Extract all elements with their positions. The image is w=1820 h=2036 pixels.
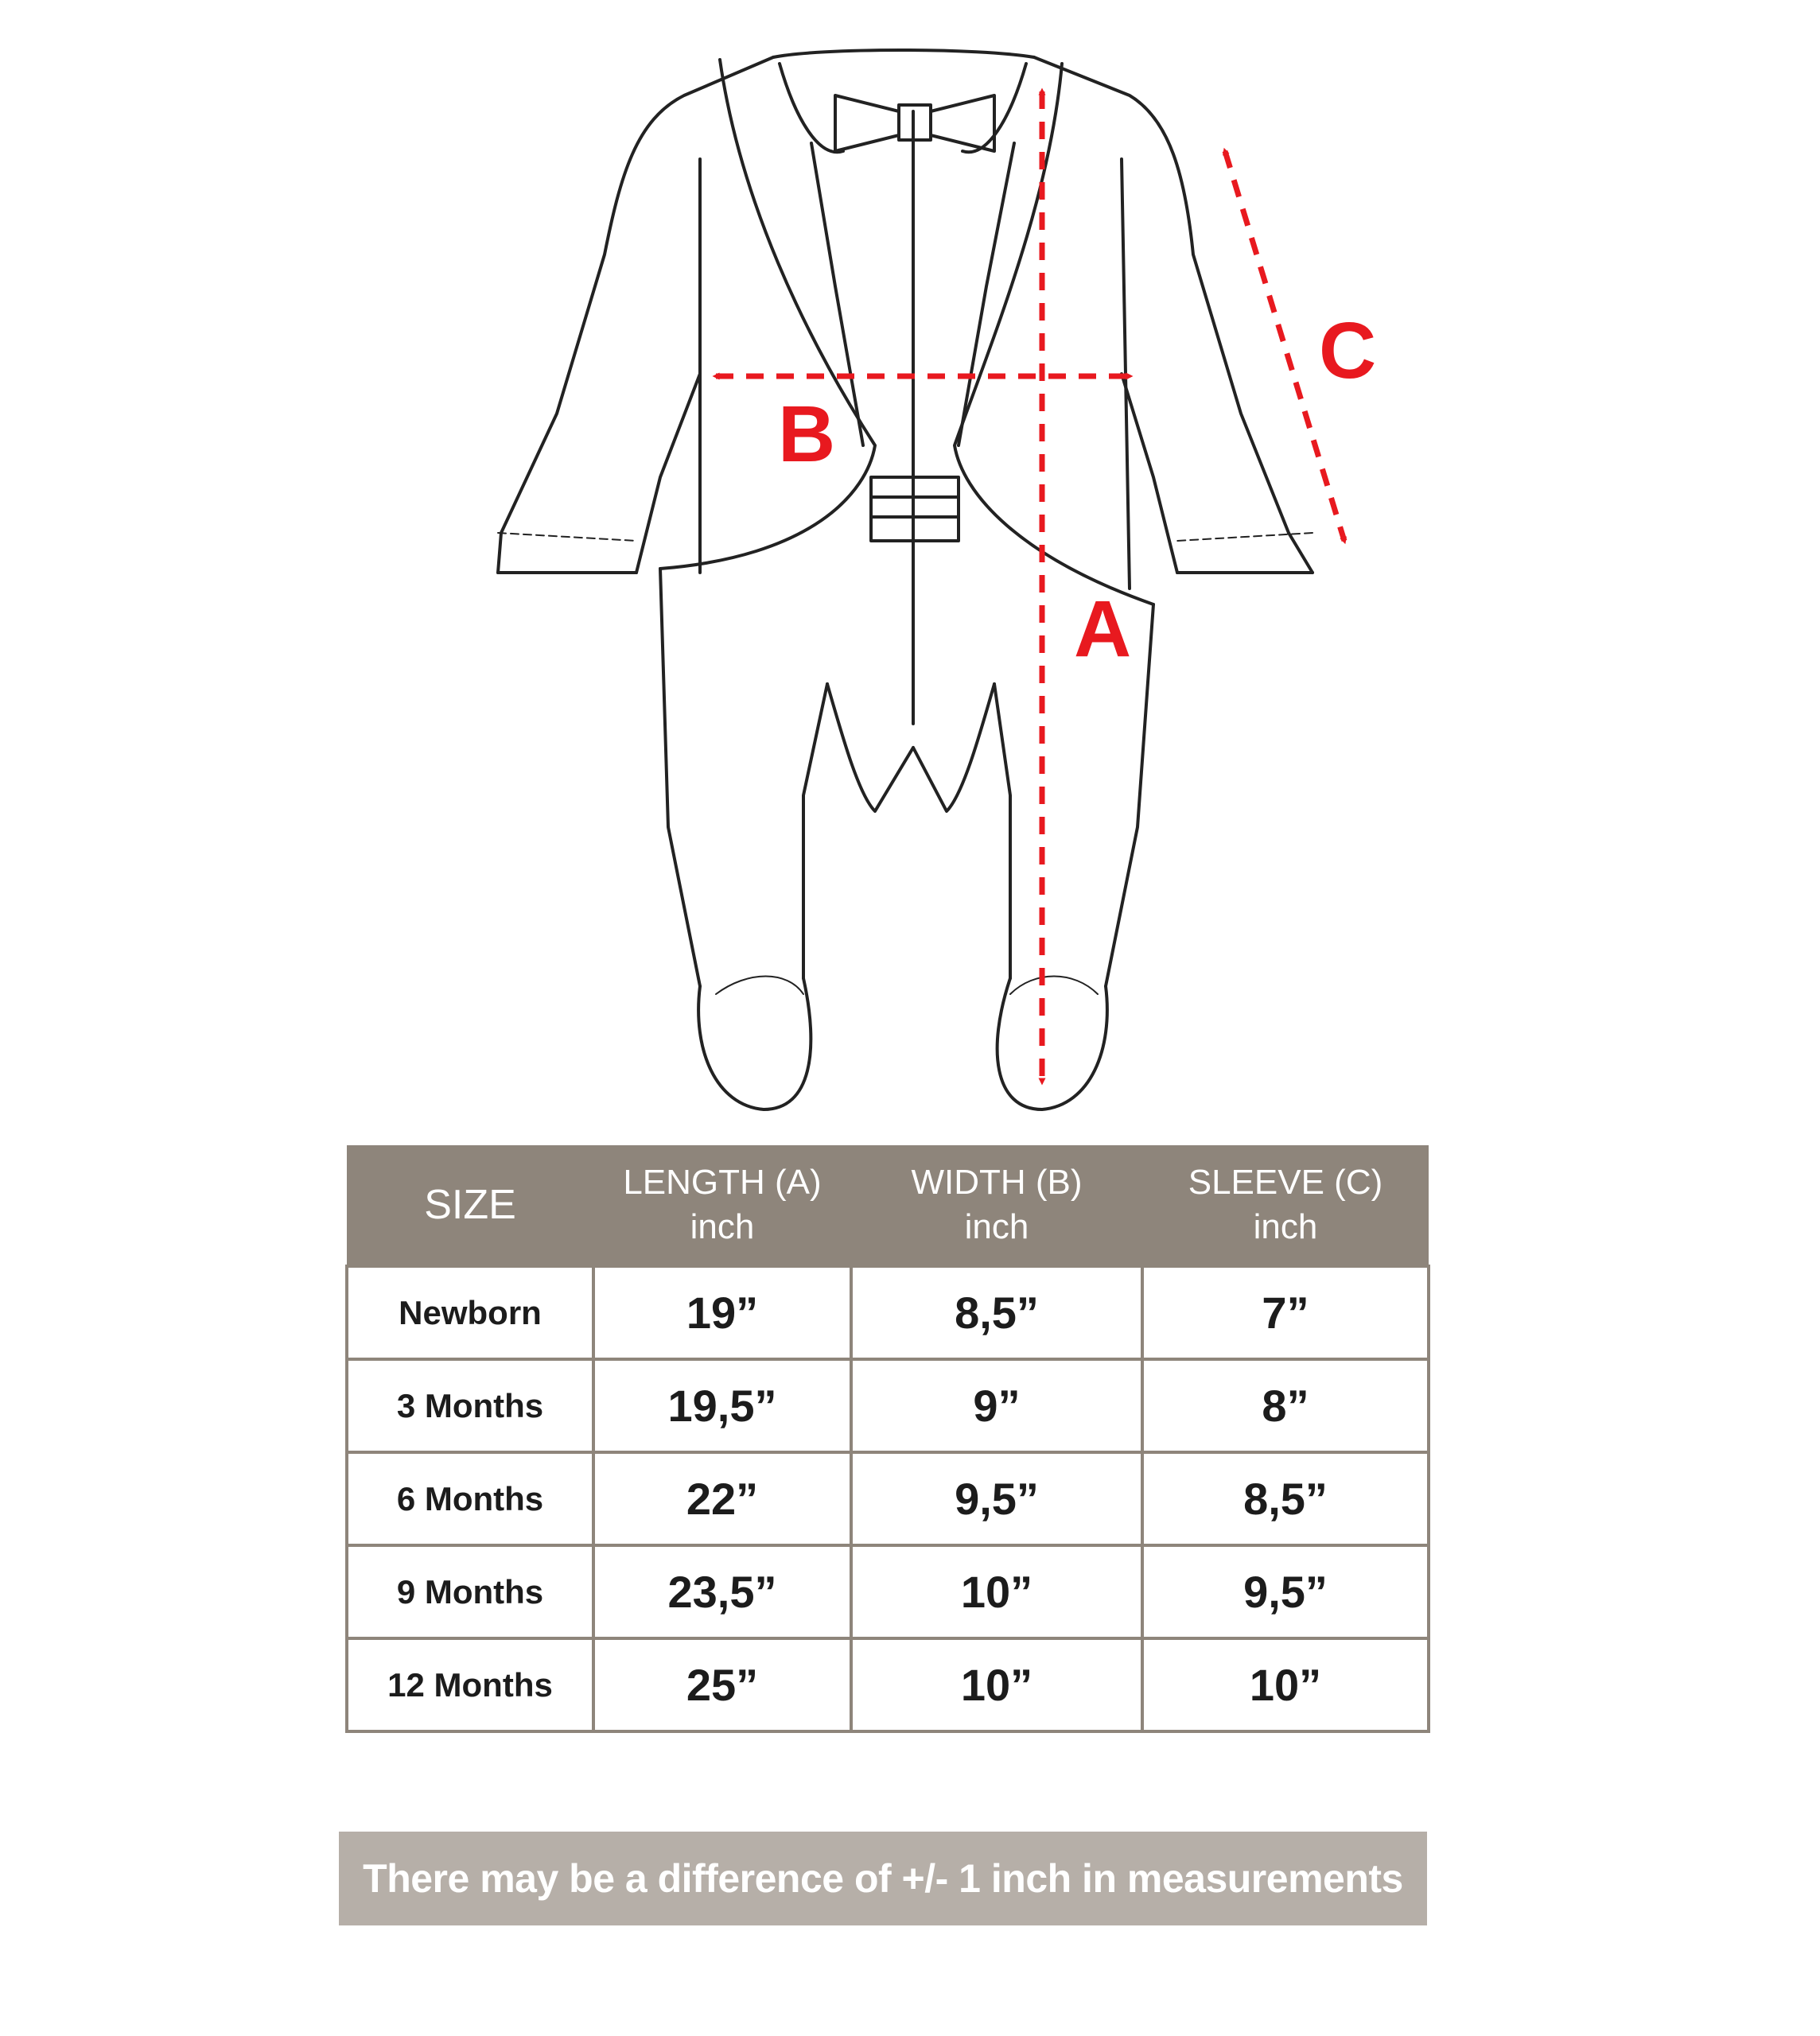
sleeve-cell: 9,5” bbox=[1142, 1545, 1429, 1638]
table-row bbox=[347, 1452, 1429, 1545]
dimension-c-label: C bbox=[1319, 306, 1377, 395]
size-cell: 9 Months bbox=[347, 1545, 593, 1638]
table-row bbox=[347, 1266, 1429, 1359]
table-row bbox=[347, 1359, 1429, 1452]
table-row bbox=[347, 1545, 1429, 1638]
measurement-note-text: There may be a difference of +/- 1 inch in measurements bbox=[363, 1856, 1403, 1901]
size-chart-table bbox=[345, 1145, 1430, 1733]
size-cell: Newborn bbox=[347, 1266, 593, 1359]
width-cell: 10” bbox=[851, 1638, 1142, 1731]
header-size: SIZE bbox=[347, 1145, 593, 1266]
header-length: LENGTH (A) inch bbox=[593, 1145, 851, 1266]
header-sleeve: SLEEVE (C) inch bbox=[1142, 1145, 1429, 1266]
dimension-a-label: A bbox=[1074, 585, 1132, 674]
table-row bbox=[347, 1638, 1429, 1731]
length-cell: 23,5” bbox=[593, 1545, 851, 1638]
width-cell: 10” bbox=[851, 1545, 1142, 1638]
size-cell: 3 Months bbox=[347, 1359, 593, 1452]
baby-tuxedo-romper-icon bbox=[498, 50, 1312, 1109]
length-cell: 22” bbox=[593, 1452, 851, 1545]
length-cell: 25” bbox=[593, 1638, 851, 1731]
sleeve-cell: 7” bbox=[1142, 1266, 1429, 1359]
sleeve-cell: 8,5” bbox=[1142, 1452, 1429, 1545]
sleeve-cell: 8” bbox=[1142, 1359, 1429, 1452]
width-cell: 9,5” bbox=[851, 1452, 1142, 1545]
length-cell: 19,5” bbox=[593, 1359, 851, 1452]
width-cell: 9” bbox=[851, 1359, 1142, 1452]
length-cell: 19” bbox=[593, 1266, 851, 1359]
measurement-note bbox=[339, 1832, 1427, 1925]
header-width: WIDTH (B) inch bbox=[851, 1145, 1142, 1266]
table-header-row bbox=[347, 1145, 1429, 1266]
sleeve-cell: 10” bbox=[1142, 1638, 1429, 1731]
width-cell: 8,5” bbox=[851, 1266, 1142, 1359]
size-cell: 12 Months bbox=[347, 1638, 593, 1731]
size-cell: 6 Months bbox=[347, 1452, 593, 1545]
dimension-b-label: B bbox=[778, 390, 836, 479]
